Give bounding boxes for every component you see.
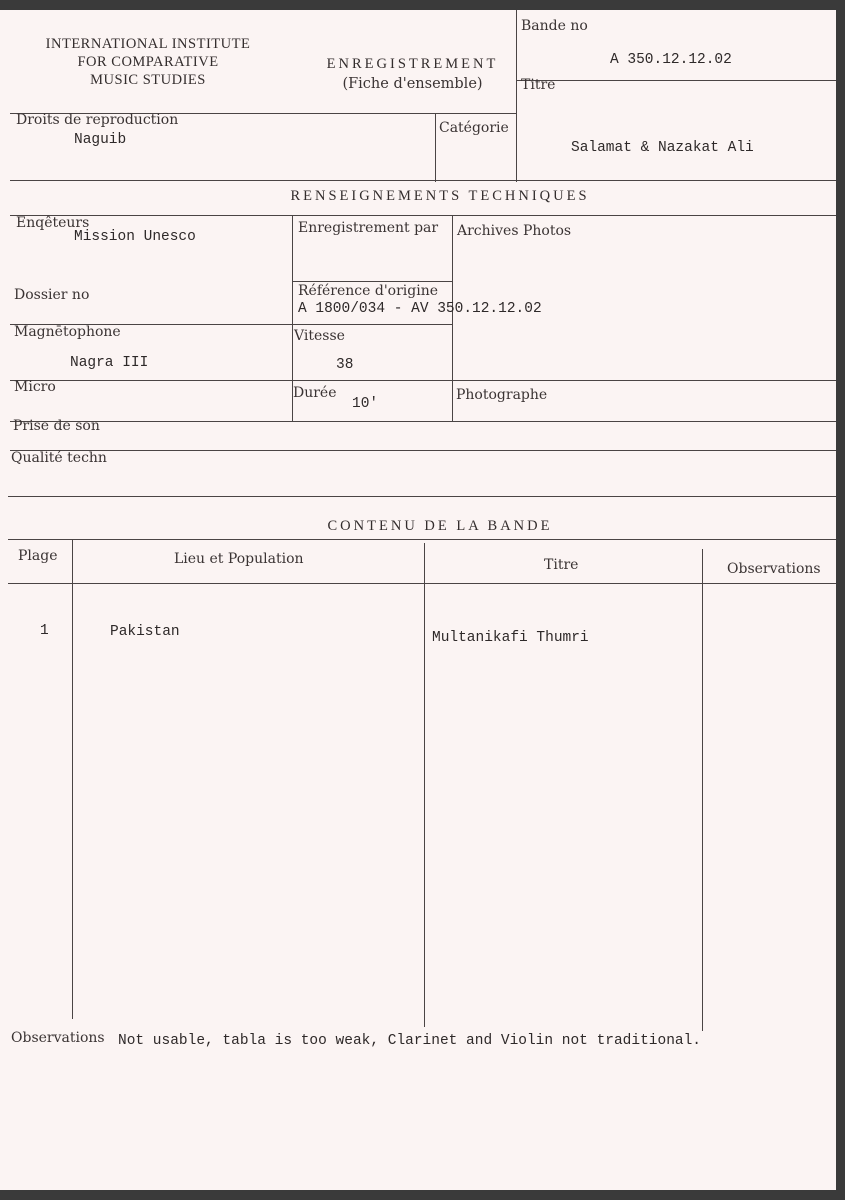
scan-border-bottom <box>0 1190 845 1200</box>
header-divider-vertical <box>516 10 517 182</box>
vitesse-label: Vitesse <box>294 328 345 344</box>
observations-value: Not usable, tabla is too weak, Clarinet and Violin not traditional. <box>118 1033 701 1049</box>
form-subtitle: (Fiche d'ensemble) <box>342 76 483 92</box>
divider-bande-titre <box>516 80 836 81</box>
categorie-divider <box>435 113 436 182</box>
droits-value: Naguib <box>74 132 127 148</box>
form-title: ENREGISTREMENT <box>326 56 499 72</box>
bande-no-label: Bande no <box>521 18 588 34</box>
reference-value: A 1800/034 - AV 350.12.12.02 <box>298 301 542 317</box>
divider-before-content <box>8 496 836 497</box>
institute-name-line1: INTERNATIONAL INSTITUTE <box>45 36 251 52</box>
photographe-label: Photographe <box>456 387 548 403</box>
enregistrement-par-label: Enregistrement par <box>298 220 439 236</box>
prise-de-son-label: Prise de son <box>13 418 100 434</box>
divider-before-technical <box>10 180 836 181</box>
enqueteurs-value: Mission Unesco <box>74 229 196 245</box>
content-col-divider-3 <box>702 549 703 1031</box>
magnetophone-label: Magnētophone <box>14 324 121 340</box>
technical-heading: RENSEIGNEMENTS TECHNIQUES <box>290 188 590 204</box>
observations-label: Observations <box>11 1030 105 1046</box>
scan-border-top <box>0 0 845 10</box>
bande-no-value: A 350.12.12.02 <box>610 52 732 68</box>
divider-reference <box>292 281 452 282</box>
divider-technical-top <box>10 215 836 216</box>
row-plage: 1 <box>40 623 49 639</box>
column-header-observations: Observations <box>727 561 821 577</box>
enqueteurs-label: Enqêteurs <box>16 215 90 231</box>
duree-label: Durée <box>293 385 337 401</box>
divider-prise-de-son <box>10 421 836 422</box>
content-col-divider-1 <box>72 539 73 1019</box>
magnetophone-value: Nagra III <box>70 355 149 371</box>
institute-name-line3: MUSIC STUDIES <box>90 72 206 88</box>
divider-qualite <box>10 450 836 451</box>
content-heading: CONTENU DE LA BANDE <box>327 518 553 534</box>
record-sheet <box>0 10 836 1190</box>
categorie-label: Catégorie <box>439 120 509 136</box>
droits-label: Droits de reproduction <box>16 112 179 128</box>
row-titre: Multanikafi Thumri <box>432 630 589 646</box>
archives-photos-label: Archives Photos <box>457 223 572 239</box>
dossier-label: Dossier no <box>14 287 90 303</box>
titre-label: Titre <box>521 77 556 93</box>
vitesse-value: 38 <box>336 357 354 373</box>
content-table-header-border <box>8 583 836 584</box>
reference-label: Référence d'origine <box>298 283 439 299</box>
qualite-label: Qualité techn <box>11 450 107 466</box>
column-header-titre: Titre <box>544 557 579 573</box>
scan-border-right <box>836 0 845 1200</box>
column-header-lieu: Lieu et Population <box>174 551 304 567</box>
titre-value: Salamat & Nazakat Ali <box>571 140 754 156</box>
content-table-top-border <box>8 539 836 540</box>
content-col-divider-2 <box>424 543 425 1027</box>
institute-name-line2: FOR COMPARATIVE <box>77 54 219 70</box>
micro-label: Micro <box>14 379 56 395</box>
column-header-plage: Plage <box>18 548 58 564</box>
divider-micro <box>10 380 836 381</box>
row-lieu: Pakistan <box>110 624 180 640</box>
duree-value: 10' <box>352 396 379 412</box>
technical-col2-divider <box>452 215 453 422</box>
